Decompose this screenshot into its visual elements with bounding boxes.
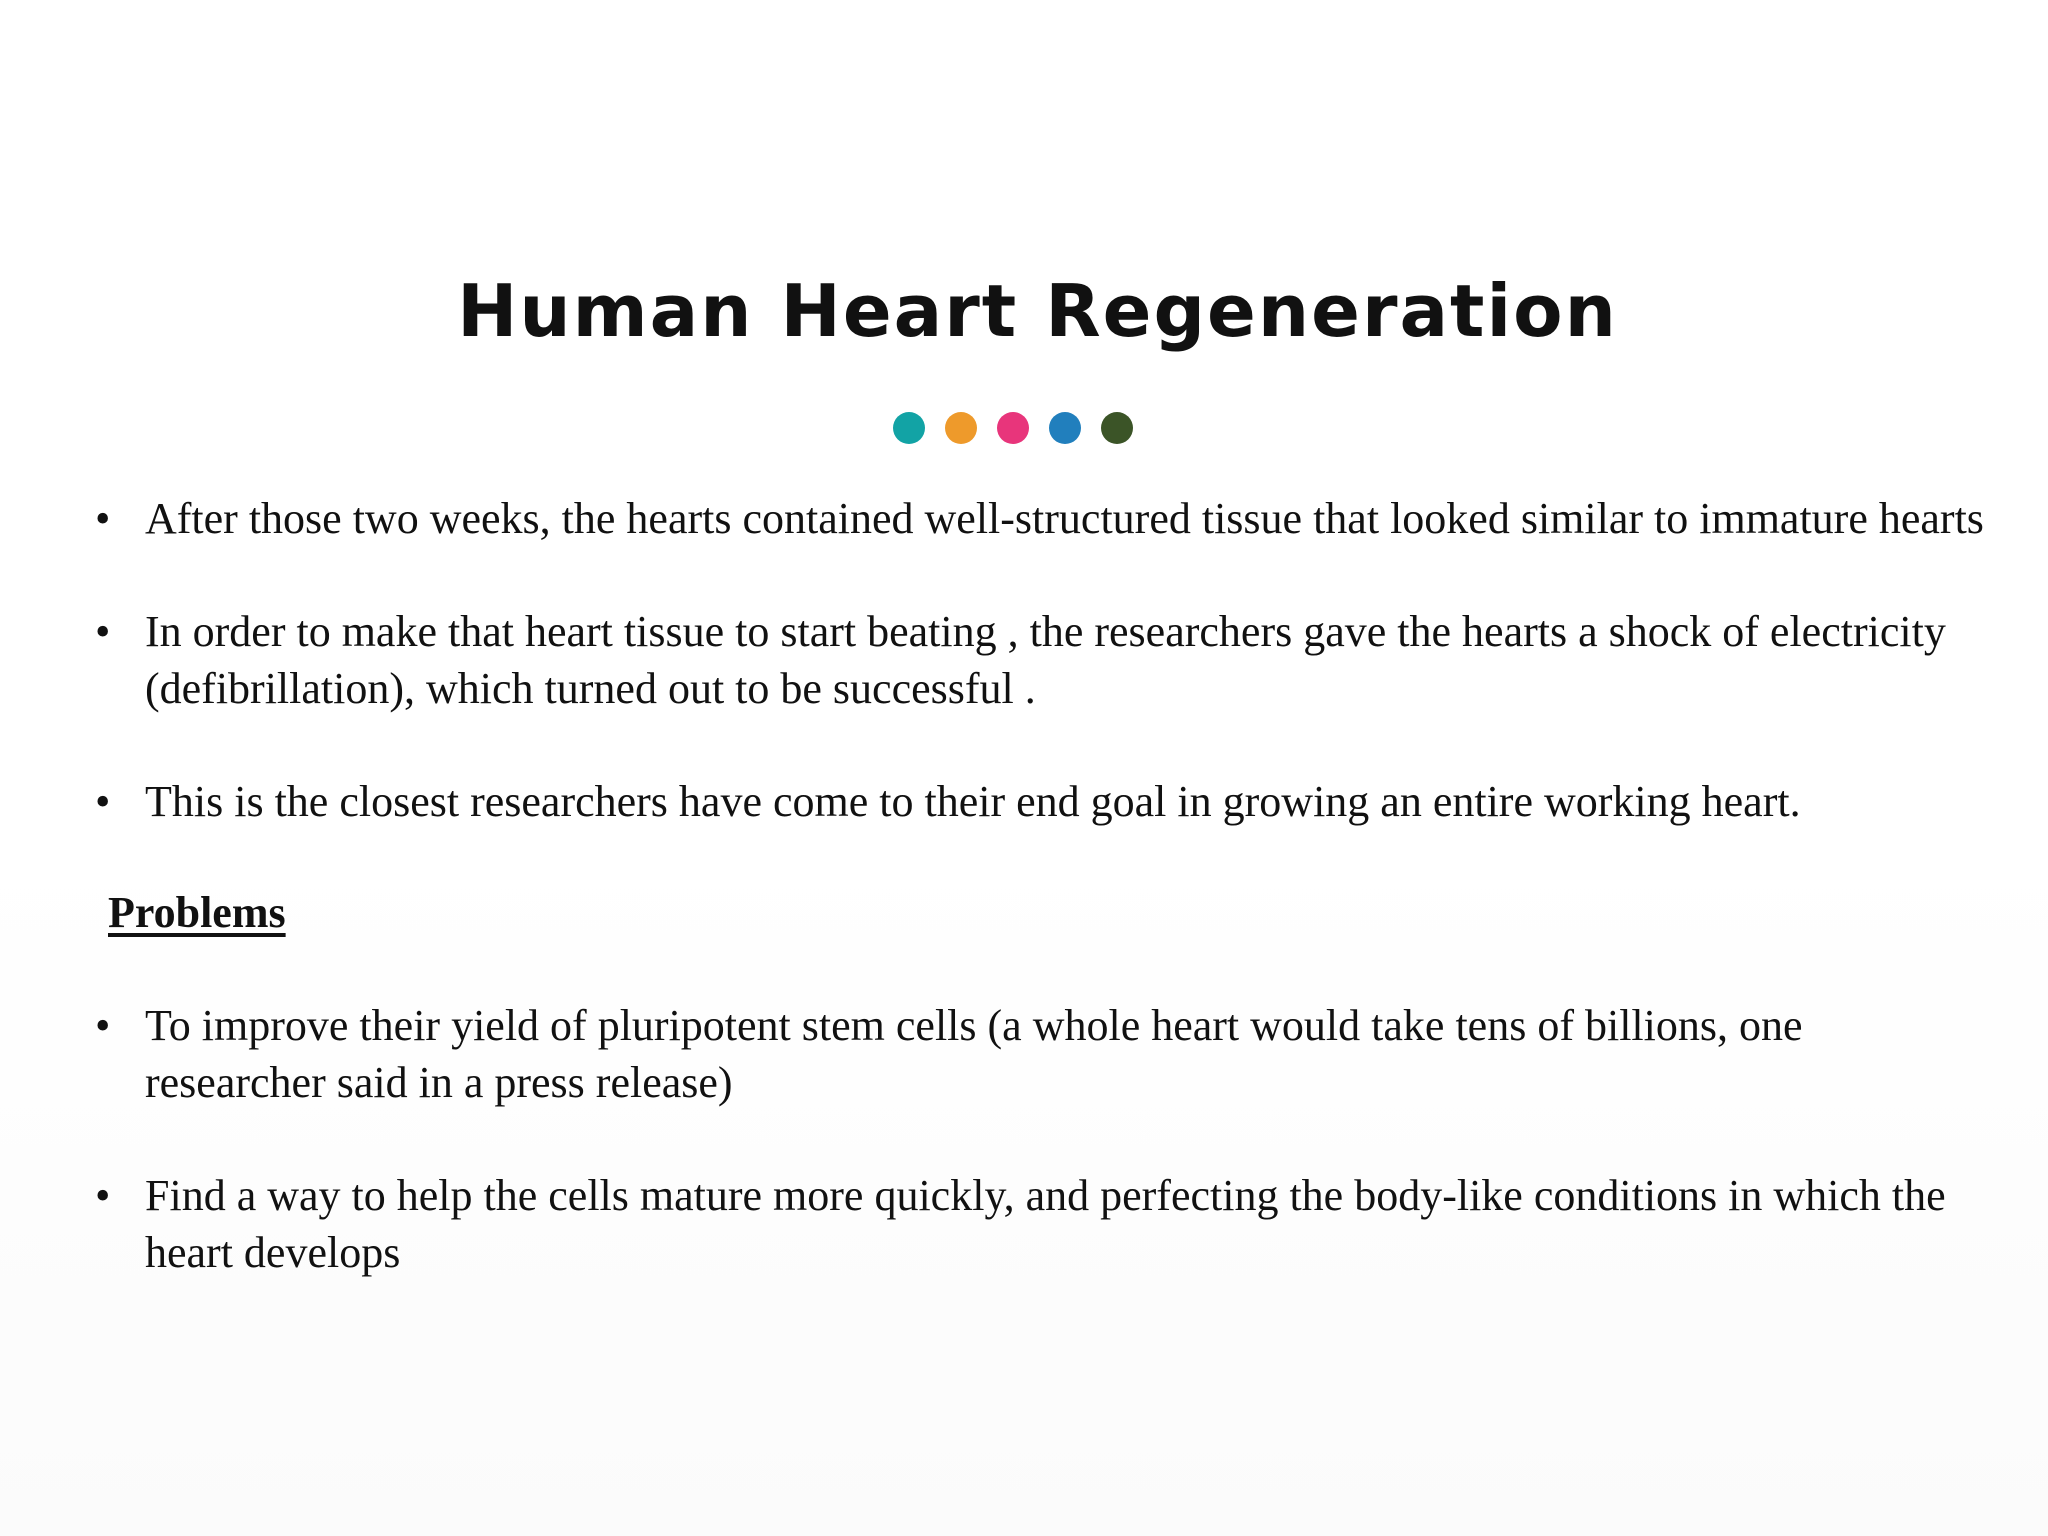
bullet-mark: • — [95, 607, 111, 656]
bullet-text: Find a way to help the cells mature more quickly, and perfecting the body-like conditions in which the heart develops — [145, 1171, 1946, 1277]
pink-dot — [997, 412, 1029, 444]
slide-title: Human Heart Regeneration — [457, 269, 1618, 353]
bullet-text: In order to make that heart tissue to start beating , the researchers gave the hearts a shock of electricity (defibrillation), which turned out to be successful . — [145, 607, 1946, 713]
decorative-dots — [893, 412, 1133, 444]
bullet-mark: • — [95, 1001, 111, 1050]
list-item — [95, 773, 1985, 830]
bullet-mark: • — [95, 1171, 111, 1220]
list-item — [95, 997, 1985, 1111]
bullet-text: This is the closest researchers have come to their end goal in growing an entire working heart. — [145, 777, 1801, 826]
list-item — [95, 603, 1985, 717]
blue-dot — [1049, 412, 1081, 444]
bullet-mark: • — [95, 777, 111, 826]
bullet-text: To improve their yield of pluripotent stem cells (a whole heart would take tens of billions, one researcher said in a press release) — [145, 1001, 1803, 1107]
list-item — [95, 1167, 1985, 1281]
orange-dot — [945, 412, 977, 444]
teal-dot — [893, 412, 925, 444]
bullet-text: After those two weeks, the hearts contained well-structured tissue that looked similar to immature hearts — [145, 494, 1984, 543]
problems-heading: Problems — [108, 888, 286, 937]
dark-green-dot — [1101, 412, 1133, 444]
bullet-mark: • — [95, 494, 111, 543]
list-item — [95, 490, 1985, 547]
slide-body — [95, 490, 1985, 1337]
